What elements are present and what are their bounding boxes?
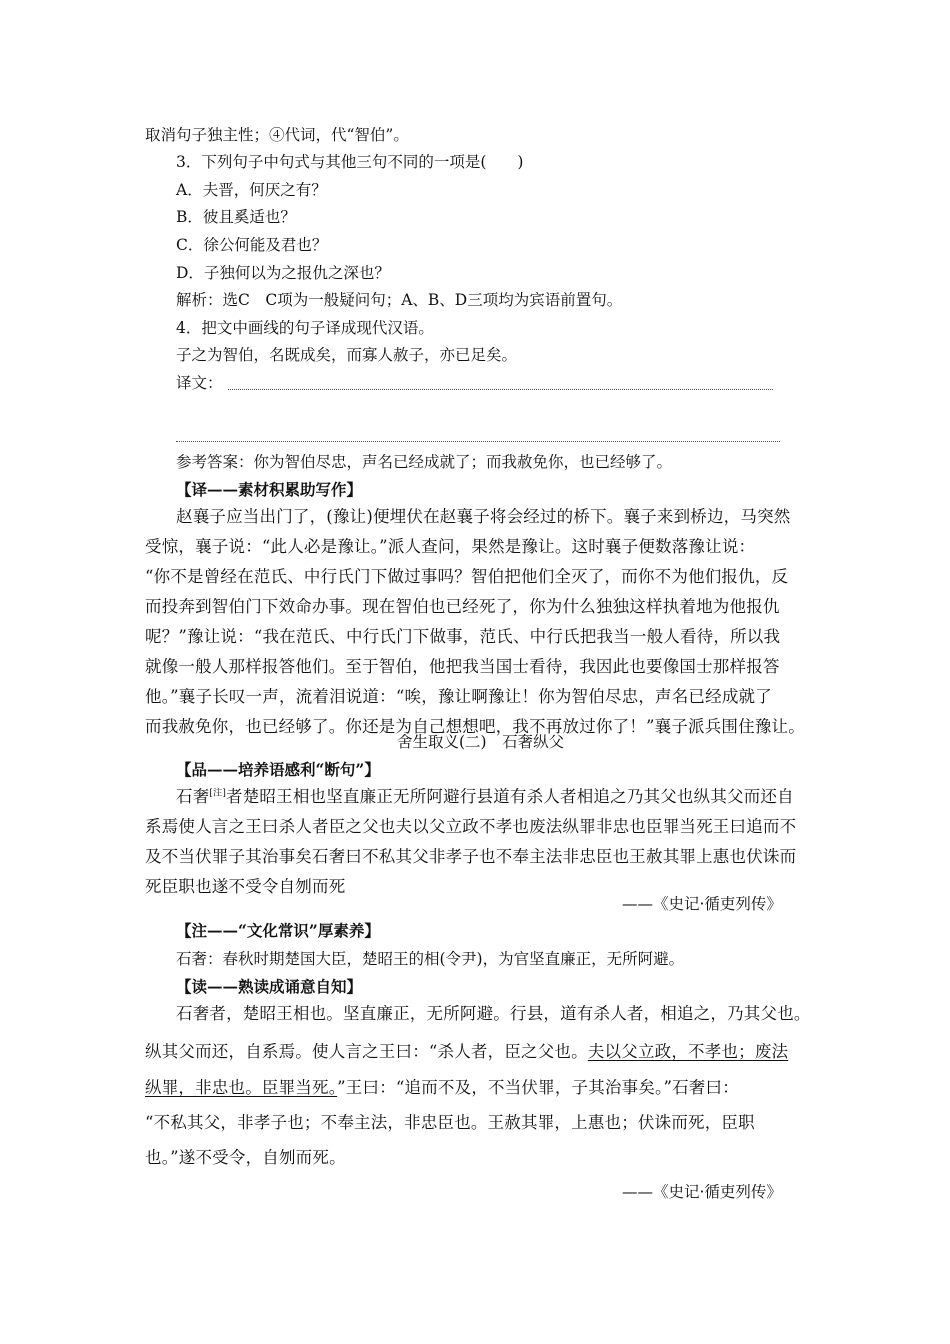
source-citation: ——《史记·循吏列传》 bbox=[622, 895, 782, 913]
translation-section-heading: 【译——素材积累助写作】 bbox=[176, 480, 363, 499]
reading-line: 也。”遂不受令，自刎而死。 bbox=[145, 1148, 346, 1167]
translation-paragraph-line: 赵襄子应当出门了，(豫让)便埋伏在赵襄子将会经过的桥下。襄子来到桥边，马突然 bbox=[176, 507, 791, 526]
question-3-option-a: A．夫晋，何厌之有？ bbox=[176, 181, 327, 199]
question-3-analysis: 解析：选C C项为一般疑问句；A、B、D三项均为宾语前置句。 bbox=[176, 291, 623, 309]
question-4-sentence: 子之为智伯，名既成矣，而寡人赦子，亦已足矣。 bbox=[176, 346, 518, 364]
note-marker: [注] bbox=[209, 788, 227, 799]
culture-note-text: 石奢：春秋时期楚国大臣，楚昭王的相(令尹)，为官坚直廉正，无所阿避。 bbox=[176, 950, 685, 968]
reading-line: 石奢者，楚昭王相也。坚直廉正，无所阿避。行县，道有杀人者，相追之，乃其父也。 bbox=[176, 1004, 811, 1023]
question-3-stem: 3．下列句子中句式与其他三句不同的一项是( ) bbox=[176, 153, 524, 171]
answer-blank-line-2 bbox=[176, 441, 780, 442]
culture-note-heading: 【注——“文化常识”厚素养】 bbox=[176, 921, 380, 940]
question-4-stem: 4．把文中画线的句子译成现代汉语。 bbox=[176, 319, 434, 337]
translation-paragraph-line: 就像一般人那样报答他们。至于智伯，他把我当国士看待，我因此也要像国士那样报答 bbox=[145, 657, 780, 676]
question-3-option-d: D．子独何以为之报仇之深也？ bbox=[176, 264, 390, 282]
unpunctuated-line: 及不当伏罪子其治事矣石奢曰不私其父非孝子也不奉主法非忠臣也王赦其罪上惠也伏诛而 bbox=[145, 847, 797, 866]
translation-paragraph-line: 受惊，襄子说：“此人必是豫让。”派人查问，果然是豫让。这时襄子便数落豫让说： bbox=[145, 537, 756, 556]
translation-paragraph-line: 呢？”豫让说：“我在范氏、中行氏门下做事，范氏、中行氏把我当一般人看待，所以我 bbox=[145, 627, 781, 646]
reading-line: “不私其父，非孝子也；不奉主法，非忠臣也。王赦其罪，上惠也；伏诛而死，臣职 bbox=[145, 1113, 755, 1132]
unpunctuated-line: 死臣职也遂不受令自刎而死 bbox=[145, 877, 346, 896]
translation-label: 译文： bbox=[176, 374, 223, 392]
underlined-sentence: 纵罪，非忠也。臣罪当死。 bbox=[145, 1078, 338, 1097]
passage-title: 舍生取义(二) 石奢纵父 bbox=[397, 733, 565, 751]
unpunctuated-line: 系焉使人言之王曰杀人者臣之父也夫以父立政不孝也废法纵罪非忠也臣罪当死王曰追而不 bbox=[145, 817, 797, 836]
reading-line: 纵其父而还，自系焉。使人言之王曰：“杀人者，臣之父也。夫以父立政，不孝也；废法 bbox=[145, 1042, 789, 1061]
unpunctuated-line: 石奢[注]者楚昭王相也坚直廉正无所阿避行县道有杀人者相追之乃其父也纵其父而还自 bbox=[176, 787, 794, 806]
punctuation-section-heading: 【品——培养语感利“断句”】 bbox=[176, 760, 380, 779]
translation-paragraph-line: 而我赦免你，也已经够了。你还是为自己想想吧，我不再放过你了！”襄子派兵围住豫让。 bbox=[145, 717, 805, 736]
translation-paragraph-line: “你不是曾经在范氏、中行氏门下做过事吗？智伯把他们全灭了，而你不为他们报仇，反 bbox=[145, 567, 789, 586]
previous-answer-tail: 取消句子独主性；④代词，代“智伯”。 bbox=[145, 126, 409, 144]
source-citation: ——《史记·循吏列传》 bbox=[622, 1183, 782, 1201]
question-4-reference-answer: 参考答案：你为智伯尽忠，声名已经成就了；而我赦免你，也已经够了。 bbox=[176, 453, 673, 471]
translation-paragraph-line: 而投奔到智伯门下效命办事。现在智伯也已经死了，你为什么独独这样执着地为他报仇 bbox=[145, 597, 780, 616]
reading-section-heading: 【读——熟读成诵意自知】 bbox=[176, 977, 363, 996]
question-3-option-c: C．徐公何能及君也？ bbox=[176, 236, 328, 254]
underlined-sentence: 夫以父立政，不孝也；废法 bbox=[587, 1042, 789, 1061]
translation-paragraph-line: 他。”襄子长叹一声，流着泪说道：“唉，豫让啊豫让！你为智伯尽忠，声名已经成就了 bbox=[145, 687, 772, 706]
answer-blank-line-1 bbox=[228, 389, 773, 390]
question-3-option-b: B．彼且奚适也？ bbox=[176, 208, 296, 226]
reading-line: 纵罪，非忠也。臣罪当死。”王曰：“追而不及，不当伏罪，子其治事矣。”石奢曰： bbox=[145, 1078, 739, 1097]
